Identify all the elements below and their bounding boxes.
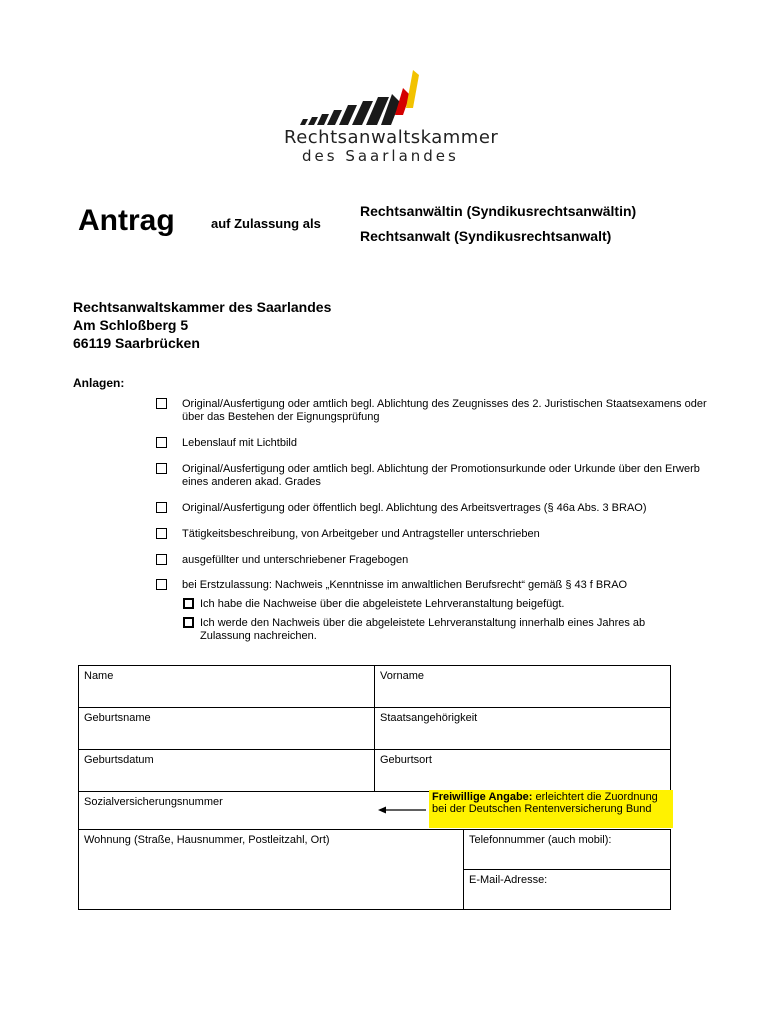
freiwillige-angabe-hint [429, 790, 673, 828]
anlage-text-3: Original/Ausfertigung oder amtlich begl. Ablichtung der Promotionsurkunde oder Urkunde über den Erwerb eines anderen akad. Grades [182, 463, 700, 488]
anlagen-title: Anlagen: [73, 376, 125, 390]
vorname-label: Vorname [380, 670, 425, 682]
logo-title: Rechtsanwaltskammer [284, 127, 499, 148]
personal-data-form [78, 665, 671, 910]
nachweis-nachreichen-text: Ich werde den Nachweis über die abgeleistete Lehrveranstaltung innerhalb eines Jahres ab Zulassung nachreichen. [200, 617, 646, 642]
checkbox-anlage-4[interactable] [156, 502, 167, 513]
wohnung-field[interactable] [79, 830, 464, 910]
geburtsort-field[interactable] [375, 750, 671, 792]
anlage-text-4: Original/Ausfertigung oder öffentlich begl. Ablichtung des Arbeitsvertrages (§ 46a Abs. 3 BRAO) [182, 502, 647, 514]
hint-bold: Freiwillige Angabe: [432, 791, 533, 803]
anlage-text-1: Original/Ausfertigung oder amtlich begl. Ablichtung des Zeugnisses des 2. Juristischen Staatsexamens oder über das Bestehen der Eignungsprüfung [182, 398, 707, 423]
telefon-field[interactable] [464, 830, 671, 870]
logo-stripe-gold [406, 70, 419, 108]
address-line-1: Rechtsanwaltskammer des Saarlandes [73, 299, 332, 315]
zulassung-label: auf Zulassung als [211, 216, 321, 231]
checkbox-anlage-6[interactable] [156, 554, 167, 565]
geburtsname-label: Geburtsname [84, 712, 151, 724]
name-field[interactable] [79, 666, 375, 708]
logo-stripe-black-3 [317, 114, 329, 125]
geburtsdatum-field[interactable] [79, 750, 375, 792]
checkbox-anlage-7[interactable] [156, 579, 167, 590]
address-line-3: 66119 Saarbrücken [73, 335, 200, 351]
anlage-text-6: ausgefüllter und unterschriebener Fragebogen [182, 554, 409, 566]
logo-subtitle: des Saarlandes [302, 147, 459, 165]
checkbox-nachweis-nachreichen[interactable] [183, 617, 194, 628]
arrow-left-icon [378, 805, 428, 815]
geburtsort-label: Geburtsort [380, 754, 432, 766]
checkbox-anlage-1[interactable] [156, 398, 167, 409]
option-rechtsanwaeltin: Rechtsanwältin (Syndikusrechtsanwältin) [360, 203, 637, 219]
checkbox-anlage-3[interactable] [156, 463, 167, 474]
anlage-text-5: Tätigkeitsbeschreibung, von Arbeitgeber und Antragsteller unterschrieben [182, 528, 540, 540]
logo-stripe-black-2 [308, 117, 318, 125]
address-line-2: Am Schloßberg 5 [73, 317, 189, 333]
email-label: E-Mail-Adresse: [469, 874, 548, 886]
address-block [73, 298, 331, 352]
staatsangehoerigkeit-field[interactable] [375, 708, 671, 750]
vorname-field[interactable] [375, 666, 671, 708]
geburtsdatum-label: Geburtsdatum [84, 754, 154, 766]
anlage-text-7: bei Erstzulassung: Nachweis „Kenntnisse im anwaltlichen Berufsrecht“ gemäß § 43 f BRAO [182, 579, 628, 591]
checkbox-anlage-5[interactable] [156, 528, 167, 539]
telefon-label: Telefonnummer (auch mobil): [469, 834, 612, 846]
email-field[interactable] [464, 870, 671, 910]
anlage-text-2: Lebenslauf mit Lichtbild [182, 437, 297, 449]
staatsangehoerigkeit-label: Staatsangehörigkeit [380, 712, 478, 724]
nachweis-beigefuegt-text: Ich habe die Nachweise über die abgeleistete Lehrveranstaltung beigefügt. [200, 598, 565, 610]
checkbox-anlage-2[interactable] [156, 437, 167, 448]
geburtsname-field[interactable] [79, 708, 375, 750]
sv-nummer-label: Sozialversicherungsnummer [84, 796, 223, 808]
hint-text: erleichtert die Zuordnung bei der Deutschen Rentenversicherung Bund [432, 791, 658, 815]
logo-graphic [300, 70, 425, 126]
logo-stripe-black-1 [300, 119, 308, 125]
name-label: Name [84, 670, 114, 682]
option-rechtsanwalt: Rechtsanwalt (Syndikusrechtsanwalt) [360, 228, 612, 244]
antrag-heading: Antrag [78, 204, 175, 237]
checkbox-nachweis-beigefuegt[interactable] [183, 598, 194, 609]
logo-stripe-black-4 [327, 110, 342, 125]
wohnung-label: Wohnung (Straße, Hausnummer, Postleitzahl, Ort) [84, 834, 330, 846]
